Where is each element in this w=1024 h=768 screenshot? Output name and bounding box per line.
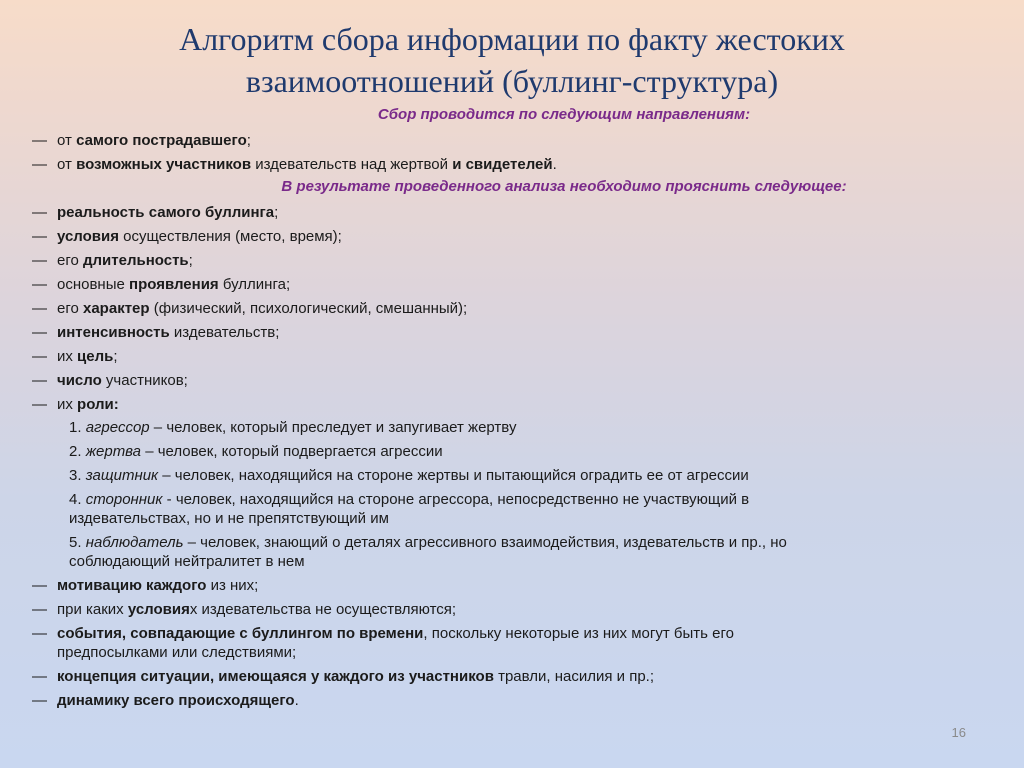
role-item: 2. жертва – человек, который подвергается агрессии	[69, 443, 443, 460]
list-item: — основные проявления буллинга;	[32, 276, 291, 293]
dash-marker: —	[32, 324, 47, 341]
dash-marker: —	[32, 692, 47, 709]
list-item: — концепция ситуации, имеющаяся у каждого из участников травли, насилия и пр.;	[32, 668, 655, 685]
list-item: — от самого пострадавшего;	[32, 132, 251, 149]
list-item: — от возможных участников издевательств над жертвой и свидетелей.	[32, 156, 557, 173]
role-item: 5. наблюдатель – человек, знающий о деталях агрессивного взаимодействия, издевательств и пр., но соблюдающий нейтралитет в нем	[69, 534, 787, 570]
title-line-1: Алгоритм сбора информации по факту жестоких	[179, 21, 845, 57]
list-item: — их роли:	[32, 396, 119, 413]
dash-marker: —	[32, 396, 47, 413]
dash-marker: —	[32, 372, 47, 389]
page-number: 16	[951, 725, 966, 740]
role-item: 4. сторонник - человек, находящийся на стороне агрессора, непосредственно не участвующий в издевательствах, но и не препятствующий им	[69, 491, 750, 527]
slide-title	[0, 18, 1024, 102]
dash-marker: —	[32, 228, 47, 245]
list-item: — интенсивность издевательств;	[32, 324, 280, 341]
title-line-2: взаимоотношений (буллинг-структура)	[245, 63, 779, 99]
list-item: — его характер (физический, психологический, смешанный);	[32, 300, 468, 317]
list-item: — условия осуществления (место, время);	[32, 228, 342, 245]
dash-marker: —	[32, 276, 47, 293]
list-item: — динамику всего происходящего.	[32, 692, 299, 709]
role-item: 1. агрессор – человек, который преследует и запугивает жертву	[69, 419, 517, 436]
dash-marker: —	[32, 252, 47, 269]
list-item: — реальность самого буллинга;	[32, 204, 279, 221]
subheading-analysis: В результате проведенного анализа необходимо прояснить следующее:	[281, 178, 847, 195]
list-item: — его длительность;	[32, 252, 193, 269]
subheading-directions: Сбор проводится по следующим направлениям:	[377, 106, 751, 123]
list-item: — их цель;	[32, 348, 118, 365]
dash-marker: —	[32, 625, 47, 642]
dash-marker: —	[32, 348, 47, 365]
dash-marker: —	[32, 132, 47, 149]
role-item: 3. защитник – человек, находящийся на стороне жертвы и пытающийся оградить ее от агрессии	[69, 467, 749, 484]
list-item: — при каких условиях издевательства не осуществляются;	[32, 601, 457, 618]
dash-marker: —	[32, 156, 47, 173]
dash-marker: —	[32, 577, 47, 594]
list-item: — мотивацию каждого из них;	[32, 577, 259, 594]
list-item: — число участников;	[32, 372, 188, 389]
dash-marker: —	[32, 300, 47, 317]
dash-marker: —	[32, 601, 47, 618]
dash-marker: —	[32, 668, 47, 685]
dash-marker: —	[32, 204, 47, 221]
list-item: — события, совпадающие с буллингом по времени, поскольку некоторые из них могут быть его предпосылками или следствиями;	[32, 625, 734, 661]
